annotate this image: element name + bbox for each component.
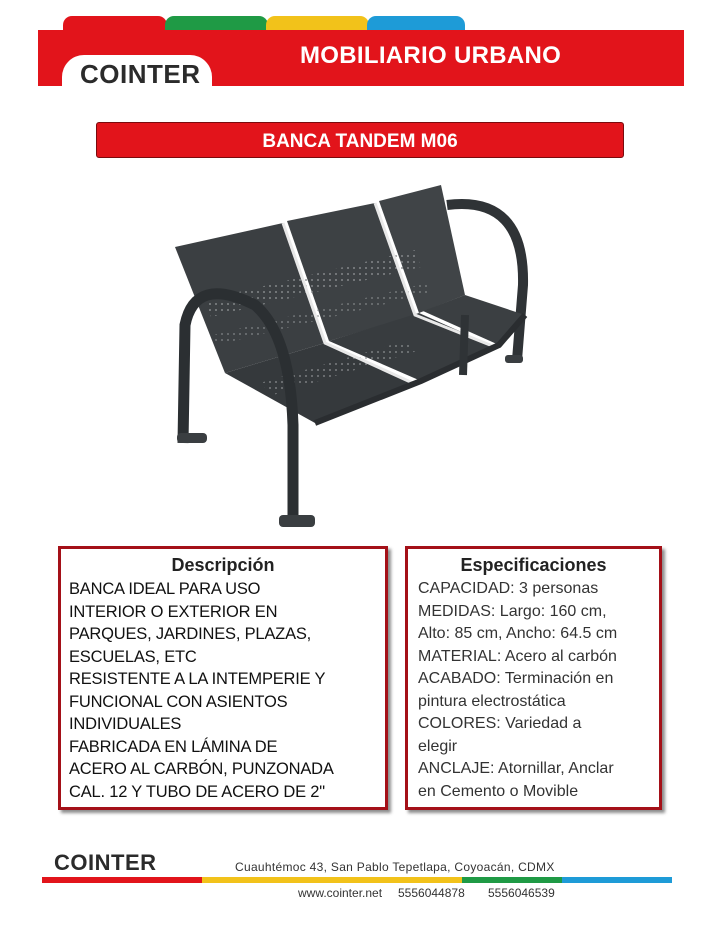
footer-phone-2: 5556046539 <box>488 886 555 900</box>
spec-line: MEDIDAS: Largo: 160 cm, <box>418 602 607 620</box>
description-line: INTERIOR O EXTERIOR EN <box>69 602 278 621</box>
description-line: FABRICADA EN LÁMINA DE <box>69 737 278 756</box>
footer-logo <box>54 850 157 876</box>
description-line: FUNCIONAL CON ASIENTOS <box>69 692 288 711</box>
footer-phone-1: 5556044878 <box>398 886 465 900</box>
spec-line: en Cemento o Movible <box>418 782 579 800</box>
specifications-heading: Especificaciones <box>460 555 607 575</box>
description-heading: Descripción <box>171 555 275 575</box>
description-panel <box>58 546 388 810</box>
description-line: RESISTENTE A LA INTEMPERIE Y <box>69 670 326 688</box>
footer-bar-green <box>462 877 562 883</box>
description-line: BANCA IDEAL PARA USO <box>69 580 261 598</box>
page-title: MOBILIARIO URBANO <box>300 42 562 69</box>
spec-line: ACABADO: Terminación en <box>418 670 614 687</box>
specifications-text <box>418 578 659 803</box>
footer-logo-text: COINTER <box>54 850 157 875</box>
description-line: ACERO AL CARBÓN, PUNZONADA <box>69 760 334 778</box>
spec-line: elegir <box>418 737 458 755</box>
footer-bar-red <box>42 877 202 883</box>
spec-line: COLORES: Variedad a <box>418 715 582 732</box>
specifications-panel <box>405 546 662 810</box>
product-title: BANCA TANDEM M06 <box>262 131 458 152</box>
cointer-logo <box>80 59 201 90</box>
footer-bar-yellow <box>202 877 462 883</box>
spec-line: CAPACIDAD: 3 personas <box>418 580 599 597</box>
product-title-box <box>96 122 624 158</box>
footer-address: Cuauhtémoc 43, San Pablo Tepetlapa, Coyoacán, CDMX <box>235 860 555 874</box>
spec-line: Alto: 85 cm, Ancho: 64.5 cm <box>418 625 618 642</box>
bench-image <box>165 175 555 545</box>
logo-text: COINTER <box>80 59 201 89</box>
description-line: INDIVIDUALES <box>69 715 182 733</box>
description-line: PARQUES, JARDINES, PLAZAS, <box>69 625 312 643</box>
spec-line: pintura electrostática <box>418 692 566 710</box>
description-line: CAL. 12 Y TUBO DE ACERO DE 2" <box>69 782 325 801</box>
footer-website[interactable]: www.cointer.net <box>298 886 383 900</box>
footer-bar-blue <box>562 877 672 883</box>
spec-line: ANCLAJE: Atornillar, Anclar <box>418 760 614 777</box>
description-line: ESCUELAS, ETC <box>69 647 197 666</box>
description-text <box>69 578 385 803</box>
spec-line: MATERIAL: Acero al carbón <box>418 647 617 665</box>
